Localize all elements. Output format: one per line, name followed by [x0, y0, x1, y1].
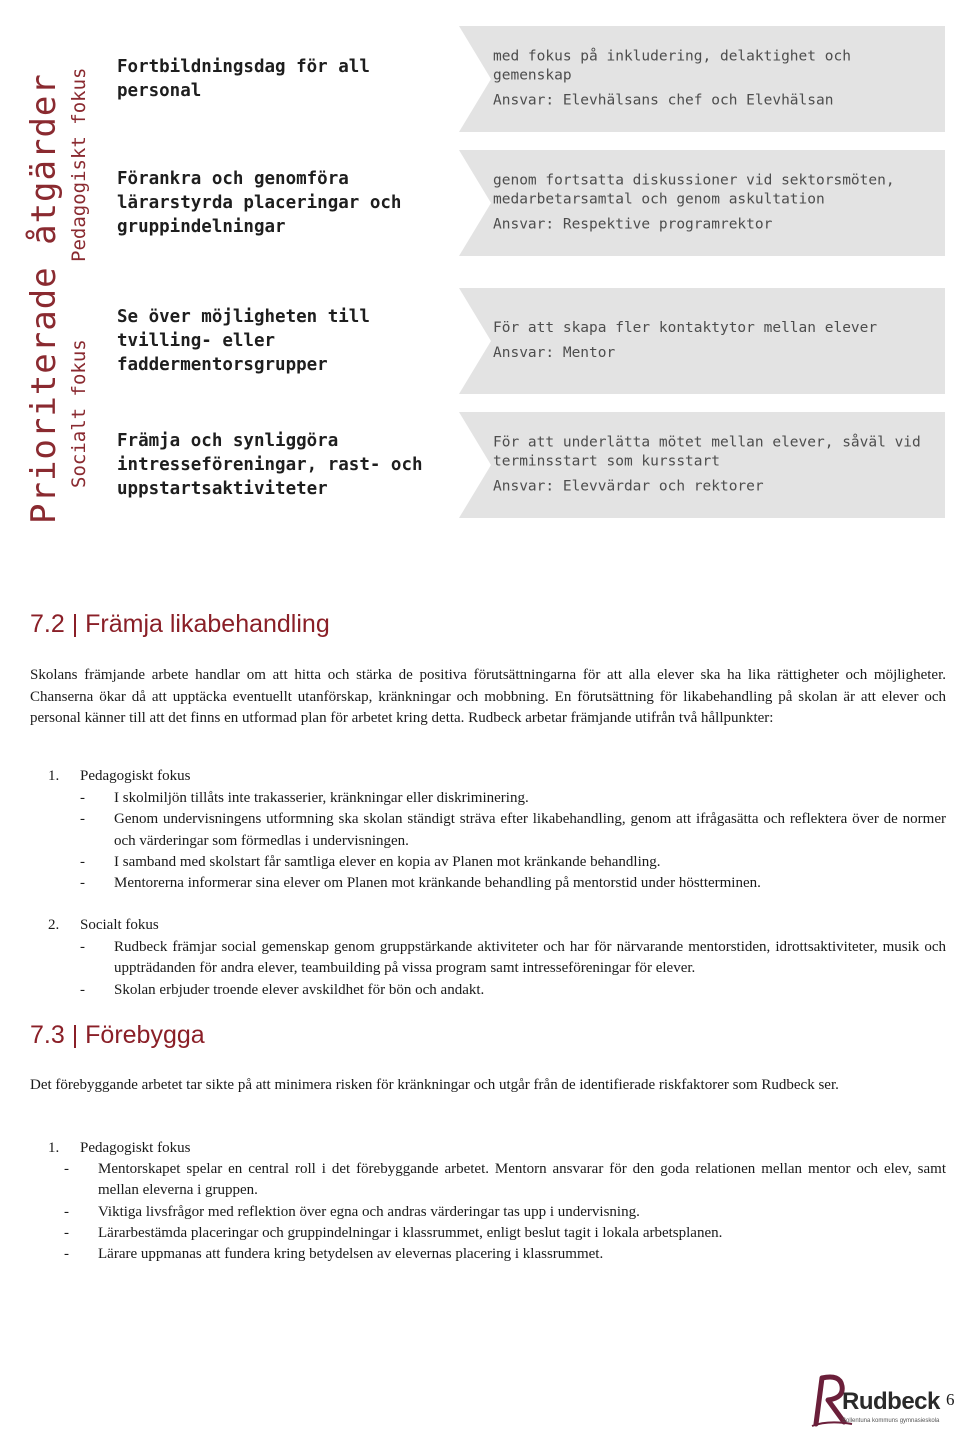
- section-heading-7-3: 7.3 | Förebygga: [30, 1021, 205, 1049]
- list-item: - I skolmiljön tillåts inte trakasserier, kränkningar eller diskriminering.: [114, 788, 946, 809]
- diagram-action: Främja och synliggöra intresseföreningar, rast- och uppstartsaktiviteter: [117, 431, 423, 499]
- logo-tagline: Sollentuna kommuns gymnasieskola: [842, 1418, 940, 1424]
- list-item: - Rudbeck främjar social gemenskap genom gruppstärkande aktiviteter och har för närvarande mentorstiden, idrottsaktiviteter, musik och uppträdanden för andra elever, teambuilding på vissa program samt intresseföreningar för elever.: [114, 937, 946, 980]
- diagram-detail: För att skapa fler kontaktytor mellan elever: [493, 320, 878, 336]
- bullet-list: [114, 937, 946, 1001]
- section-7-2-intro: Skolans främjande arbete handlar om att hitta och stärka de positiva förutsättningarna för att alla elever ska ha lika rättigheter och möjligheter. Chanserna ökar då att upptäcka eventuellt utanförskap, kränkningar och mobbning. En förutsättning för likabehandling på skolan är att elever och personal känner till att det finns en utformad plan för arbetet kring detta. Rudbeck arbetar främjande utifrån två hållpunkter:: [30, 667, 946, 726]
- section-7-3-intro: Det förebyggande arbetet tar sikte på att minimera risken för kränkningar och utgår från de identifierade riskfaktorer som Rudbeck ser.: [30, 1077, 839, 1093]
- diagram-responsible: Ansvar: Respektive programrektor: [493, 216, 773, 233]
- list-item: - Mentorskapet spelar en central roll i det förebyggande arbetet. Mentorn ansvarar för den goda relationen mellan mentor och elev, samt mellan eleverna i gruppen.: [98, 1159, 946, 1202]
- page-number: 6: [946, 1390, 955, 1409]
- diagram-row: [95, 26, 945, 132]
- diagram-detail-block: [493, 172, 938, 235]
- diagram-detail-block: [493, 48, 938, 111]
- diagram-detail-block: [493, 434, 938, 497]
- section-heading-7-2: 7.2 | Främja likabehandling: [30, 610, 330, 638]
- diagram-row: [95, 288, 945, 394]
- diagram-responsible: Ansvar: Mentor: [493, 345, 616, 361]
- diagram-detail: med fokus på inkludering, delaktighet och gemenskap: [493, 48, 851, 84]
- list-item: - Mentorerna informerar sina elever om Planen mot kränkande behandling på mentorstid under höstterminen.: [114, 873, 946, 894]
- diagram-label-social: Socialt fokus: [68, 339, 90, 488]
- bullet-list: [114, 788, 946, 894]
- list-item: - Lärarbestämda placeringar och gruppindelningar i klassrummet, enligt beslut tagit i lokala arbetsplanen.: [98, 1223, 946, 1244]
- list-item: - Lärare uppmanas att fundera kring betydelsen av elevernas placering i klassrummet.: [98, 1244, 946, 1265]
- rudbeck-logo: [808, 1372, 940, 1430]
- logo-wordmark: Rudbeck: [842, 1388, 940, 1415]
- diagram-action: Fortbildningsdag för all personal: [117, 57, 370, 101]
- diagram-row: [95, 412, 945, 518]
- list-item: - Skolan erbjuder troende elever avskildhet för bön och andakt.: [114, 980, 946, 1001]
- diagram-row: [95, 150, 945, 256]
- diagram-title: Prioriterade åtgärder: [24, 73, 64, 524]
- bullet-list: [98, 1159, 946, 1265]
- diagram-responsible: Ansvar: Elevhälsans chef och Elevhälsan: [493, 92, 834, 109]
- list-item: - Viktiga livsfrågor med reflektion över egna och andras värderingar tas upp i undervisning.: [98, 1202, 946, 1223]
- list-heading: 1. Pedagogiskt fokus: [48, 768, 191, 784]
- diagram-detail: För att underlätta mötet mellan elever, såväl vid terminsstart som kursstart: [493, 434, 921, 470]
- diagram-responsible: Ansvar: Elevvärdar och rektorer: [493, 478, 764, 495]
- diagram-label-pedagogical: Pedagogiskt fokus: [68, 67, 90, 262]
- list-heading: 1. Pedagogiskt fokus: [48, 1140, 191, 1156]
- priority-diagram: [0, 0, 960, 540]
- list-item: - I samband med skolstart får samtliga elever en kopia av Planen mot kränkande behandling.: [114, 852, 946, 873]
- diagram-detail-block: [493, 319, 938, 363]
- list-item: - Genom undervisningens utformning ska skolan ständigt sträva efter likabehandling, genom att ifrågasätta och reflektera över de normer och värderingar som förmedlas i undervisningen.: [114, 809, 946, 852]
- diagram-detail: genom fortsatta diskussioner vid sektorsmöten, medarbetarsamtal och genom askultation: [493, 172, 895, 208]
- diagram-action: Se över möjligheten till tvilling- eller faddermentorsgrupper: [117, 307, 370, 375]
- list-heading: 2. Socialt fokus: [48, 917, 159, 933]
- diagram-action: Förankra och genomföra lärarstyrda placeringar och gruppindelningar: [117, 169, 402, 237]
